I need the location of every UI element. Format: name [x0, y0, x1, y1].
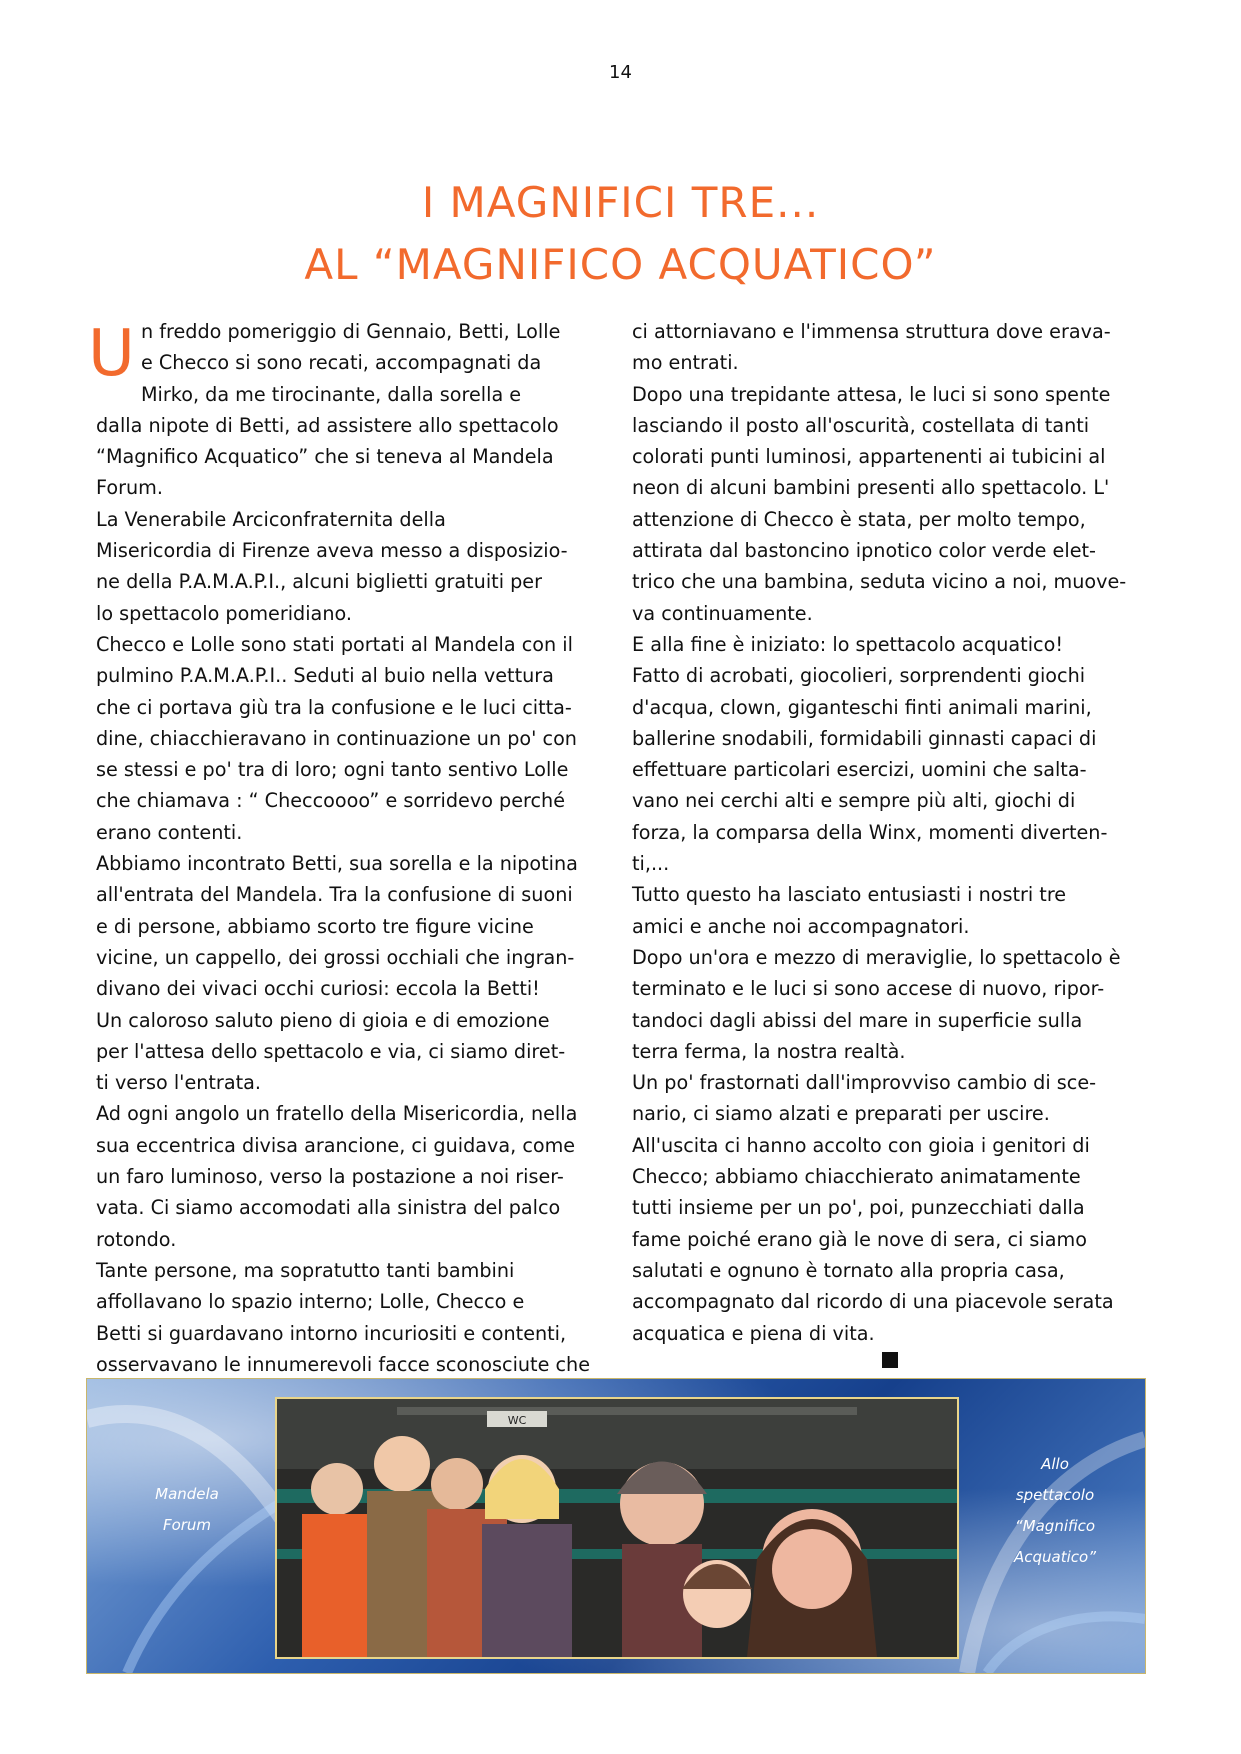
right-line: va continuamente.	[632, 601, 813, 625]
left-line: ti verso l'entrata.	[96, 1071, 261, 1095]
left-line: un faro luminoso, verso la postazione a noi riser-	[96, 1165, 564, 1189]
title-line-1: I MAGNIFICI TRE...	[421, 178, 820, 227]
left-line: Betti si guardavano intorno incuriositi e contenti,	[96, 1321, 567, 1345]
right-line: ti,...	[632, 852, 670, 876]
right-line: Dopo un'ora e mezzo di meraviglie, lo spettacolo è	[632, 945, 1121, 969]
left-line: sua eccentrica divisa arancione, ci guidava, come	[96, 1133, 576, 1157]
left-line: vata. Ci siamo accomodati alla sinistra del palco	[96, 1196, 561, 1220]
group-photo	[275, 1397, 959, 1659]
right-line: forza, la comparsa della Winx, momenti diverten-	[632, 820, 1108, 844]
caption-left	[137, 1479, 237, 1541]
right-line: effettuare particolari esercizi, uomini che salta-	[632, 758, 1087, 782]
caption-right	[985, 1449, 1125, 1573]
left-line: “Magnifico Acquatico” che si teneva al Mandela	[96, 445, 554, 469]
right-line: Un po' frastornati dall'improvviso cambio di sce-	[632, 1071, 1097, 1095]
right-line: colorati punti luminosi, appartenenti ai tubicini al	[632, 445, 1106, 469]
drop-cap: U	[88, 317, 135, 391]
left-line: vicine, un cappello, dei grossi occhiali che ingran-	[96, 945, 575, 969]
article-column-left	[96, 316, 616, 1380]
right-line: tandoci dagli abissi del mare in superficie sulla	[632, 1008, 1083, 1032]
caption-left-line: Mandela	[155, 1485, 219, 1503]
group-photo-illustration	[277, 1399, 957, 1657]
left-line: e di persone, abbiamo scorto tre figure vicine	[96, 914, 534, 938]
left-line: La Venerabile Arciconfraternita della	[96, 507, 446, 531]
left-line: affollavano lo spazio interno; Lolle, Checco e	[96, 1290, 525, 1314]
right-line: E alla fine è iniziato: lo spettacolo acquatico!	[632, 632, 1064, 656]
caption-right-line: Acquatico”	[1014, 1548, 1096, 1566]
right-line: Tutto questo ha lasciato entusiasti i nostri tre	[632, 883, 1067, 907]
right-line: fame poiché erano già le nove di sera, ci siamo	[632, 1227, 1087, 1251]
right-line: terminato e le luci si sono accese di nuovo, ripor-	[632, 977, 1105, 1001]
right-line: nario, ci siamo alzati e preparati per uscire.	[632, 1102, 1050, 1126]
left-line: lo spettacolo pomeridiano.	[96, 601, 352, 625]
left-line: erano contenti.	[96, 820, 243, 844]
left-line: rotondo.	[96, 1227, 177, 1251]
photo-banner	[86, 1378, 1146, 1674]
left-line: che ci portava giù tra la confusione e le luci citta-	[96, 695, 572, 719]
title-line-2: AL “MAGNIFICO ACQUATICO”	[304, 240, 937, 289]
left-line: dine, chiacchieravano in continuazione un po' con	[96, 726, 577, 750]
right-line: tutti insieme per un po', poi, punzecchiati dalla	[632, 1196, 1085, 1220]
right-line: ballerine snodabili, formidabili ginnasti capaci di	[632, 726, 1097, 750]
right-line: acquatica e piena di vita.	[632, 1321, 875, 1345]
left-line: ne della P.A.M.A.P.I., alcuni biglietti gratuiti per	[96, 570, 543, 594]
left-line: Un caloroso saluto pieno di gioia e di emozione	[96, 1008, 550, 1032]
right-line: mo entrati.	[632, 351, 739, 375]
caption-right-line: Allo	[1041, 1455, 1069, 1473]
right-line: vano nei cerchi alti e sempre più alti, giochi di	[632, 789, 1076, 813]
left-line: se stessi e po' tra di loro; ogni tanto sentivo Lolle	[96, 758, 569, 782]
right-line: Dopo una trepidante attesa, le luci si sono spente	[632, 382, 1111, 406]
left-line: e Checco si sono recati, accompagnati da	[141, 351, 542, 375]
right-line: attirata dal bastoncino ipnotico color verde elet-	[632, 539, 1096, 563]
right-line: amici e anche noi accompagnatori.	[632, 914, 970, 938]
right-line: accompagnato dal ricordo di una piacevole serata	[632, 1290, 1114, 1314]
right-line: trico che una bambina, seduta vicino a noi, muove-	[632, 570, 1127, 594]
right-line: ci attorniavano e l'immensa struttura dove erava-	[632, 320, 1111, 343]
left-line: Abbiamo incontrato Betti, sua sorella e la nipotina	[96, 852, 578, 876]
caption-right-line: “Magnifico	[1014, 1517, 1096, 1535]
right-line: lasciando il posto all'oscurità, costellata di tanti	[632, 413, 1090, 437]
left-line: pulmino P.A.M.A.P.I.. Seduti al buio nella vettura	[96, 664, 554, 688]
right-line: attenzione di Checco è stata, per molto tempo,	[632, 507, 1086, 531]
page-number: 14	[609, 62, 632, 83]
left-line: Misericordia di Firenze aveva messo a disposizio-	[96, 539, 568, 563]
right-line: salutati e ognuno è tornato alla propria casa,	[632, 1258, 1065, 1282]
right-line: All'uscita ci hanno accolto con gioia i genitori di	[632, 1133, 1090, 1157]
left-line: dalla nipote di Betti, ad assistere allo spettacolo	[96, 413, 559, 437]
left-line: Forum.	[96, 476, 163, 500]
right-line: d'acqua, clown, giganteschi finti animali marini,	[632, 695, 1092, 719]
right-line: Checco; abbiamo chiacchierato animatamente	[632, 1165, 1081, 1189]
left-line: osservavano le innumerevoli facce sconosciute che	[96, 1352, 591, 1376]
right-line: Fatto di acrobati, giocolieri, sorprendenti giochi	[632, 664, 1086, 688]
right-line: terra ferma, la nostra realtà.	[632, 1039, 906, 1063]
left-line: Checco e Lolle sono stati portati al Mandela con il	[96, 632, 573, 656]
caption-right-line: spettacolo	[1015, 1486, 1095, 1504]
left-line: Tante persone, ma sopratutto tanti bambini	[96, 1258, 515, 1282]
left-line: all'entrata del Mandela. Tra la confusione di suoni	[96, 883, 573, 907]
wc-sign-text: WC	[507, 1414, 527, 1427]
right-line: neon di alcuni bambini presenti allo spettacolo. L'	[632, 476, 1110, 500]
left-line: che chiamava : “ Checcoooo” e sorridevo perché	[96, 789, 566, 813]
article-column-right	[632, 316, 1152, 1349]
article-title	[0, 172, 1241, 296]
left-line: per l'attesa dello spettacolo e via, ci siamo diret-	[96, 1039, 566, 1063]
left-line: n freddo pomeriggio di Gennaio, Betti, Lolle	[141, 320, 561, 343]
left-line: divano dei vivaci occhi curiosi: eccola la Betti!	[96, 977, 540, 1001]
left-line: Ad ogni angolo un fratello della Misericordia, nella	[96, 1102, 578, 1126]
end-of-article-square	[882, 1352, 898, 1368]
caption-left-line: Forum	[162, 1516, 212, 1534]
left-line: Mirko, da me tirocinante, dalla sorella e	[141, 382, 522, 406]
